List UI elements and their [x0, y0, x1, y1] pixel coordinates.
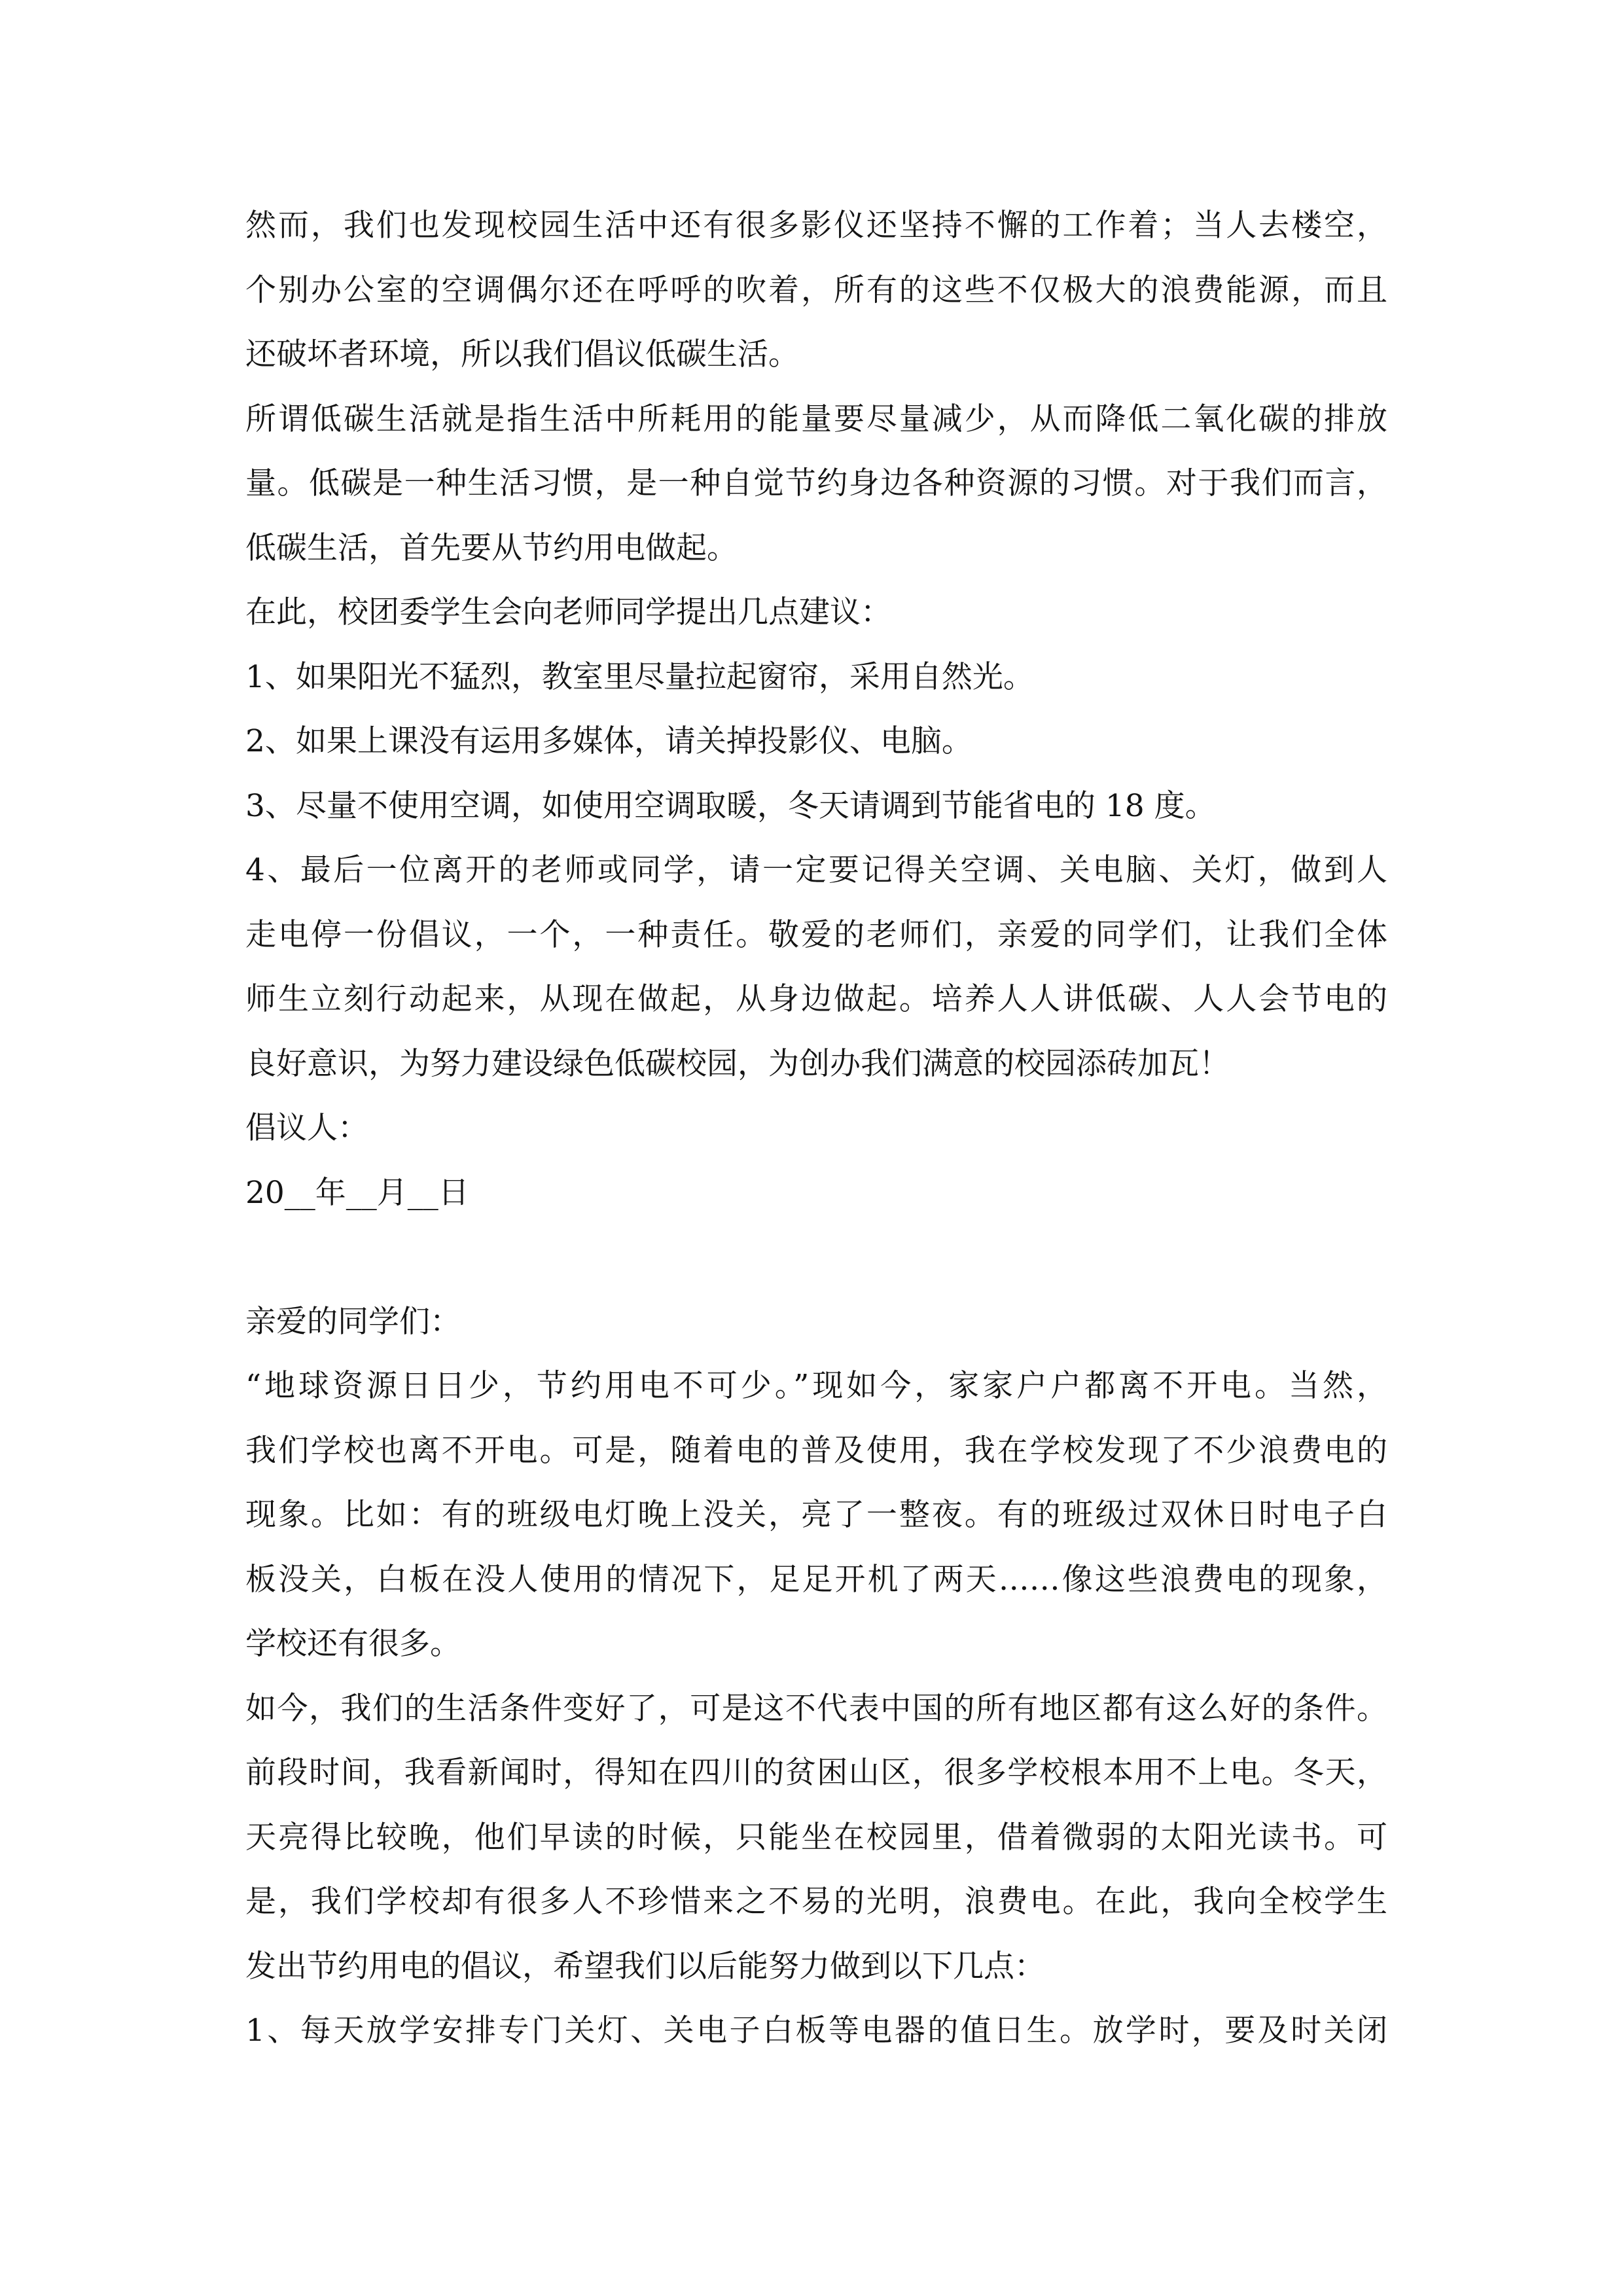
date-line: 20__年__月__日 [245, 1174, 469, 1211]
paragraph-line: 学校还有很多。 [245, 1626, 461, 1662]
signature-label: 倡议人： [245, 1110, 368, 1146]
paragraph-line: 我们学校也离不开电。可是，随着电的普及使用，我在学校发现了不少浪费电的 [245, 1432, 1387, 1469]
document-body [245, 194, 1387, 2064]
paragraph-line: 是，我们学校却有很多人不珍惜来之不易的光明，浪费电。在此，我向全校学生 [245, 1884, 1387, 1920]
paragraph-line: 低碳生活，首先要从节约用电做起。 [245, 529, 738, 566]
paragraph-line: 师生立刻行动起来，从现在做起，从身边做起。培养人人讲低碳、人人会节电的 [245, 981, 1387, 1017]
paragraph-line: “地球资源日日少，节约用电不可少。”现如今，家家户户都离不开电。当然， [245, 1368, 1387, 1404]
list-item: 1、如果阳光不猛烈，教室里尽量拉起窗帘，采用自然光。 [245, 658, 1034, 695]
paragraph-line: 在此，校团委学生会向老师同学提出几点建议： [245, 594, 891, 630]
paragraph-line: 走电停一份倡议，一个，一种责任。敬爱的老师们，亲爱的同学们，让我们全体 [245, 916, 1387, 953]
paragraph-line: 现象。比如：有的班级电灯晚上没关，亮了一整夜。有的班级过双休日时电子白 [245, 1497, 1387, 1533]
paragraph-line: 板没关，白板在没人使用的情况下，足足开机了两天……像这些浪费电的现象， [245, 1561, 1387, 1598]
paragraph-line: 所谓低碳生活就是指生活中所耗用的能量要尽量减少，从而降低二氧化碳的排放 [245, 401, 1387, 437]
paragraph-line: 天亮得比较晚，他们早读的时候，只能坐在校园里，借着微弱的太阳光读书。可 [245, 1819, 1387, 1856]
salutation: 亲爱的同学们： [245, 1303, 461, 1340]
paragraph-line: 量。低碳是一种生活习惯，是一种自觉节约身边各种资源的习惯。对于我们而言， [245, 465, 1387, 501]
paragraph-line: 还破坏者环境，所以我们倡议低碳生活。 [245, 336, 799, 372]
list-item: 2、如果上课没有运用多媒体，请关掉投影仪、电脑。 [245, 723, 972, 759]
paragraph-line: 个别办公室的空调偶尔还在呼呼的吹着，所有的这些不仅极大的浪费能源，而且 [245, 272, 1387, 308]
section-spacer [245, 1225, 1387, 1290]
paragraph-line: 良好意识，为努力建设绿色低碳校园，为创办我们满意的校园添砖加瓦！ [245, 1045, 1230, 1082]
list-item: 4、最后一位离开的老师或同学，请一定要记得关空调、关电脑、关灯，做到人 [245, 852, 1387, 888]
paragraph-line: 然而，我们也发现校园生活中还有很多影仪还坚持不懈的工作着；当人去楼空， [245, 207, 1387, 243]
list-item: 3、尽量不使用空调，如使用空调取暖，冬天请调到节能省电的 18 度。 [245, 787, 1216, 824]
list-item: 1、每天放学安排专门关灯、关电子白板等电器的值日生。放学时，要及时关闭 [245, 2013, 1387, 2049]
paragraph-line: 前段时间，我看新闻时，得知在四川的贫困山区，很多学校根本用不上电。冬天， [245, 1755, 1387, 1791]
paragraph-line: 如今，我们的生活条件变好了，可是这不代表中国的所有地区都有这么好的条件。 [245, 1690, 1387, 1727]
paragraph-line: 发出节约用电的倡议，希望我们以后能努力做到以下几点： [245, 1948, 1045, 1984]
